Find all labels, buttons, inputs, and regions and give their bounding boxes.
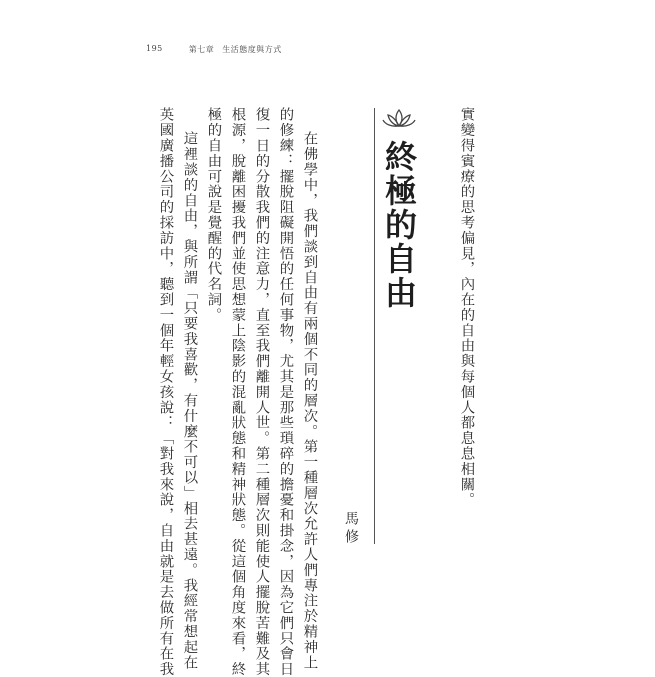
lotus-icon <box>381 106 417 132</box>
author-name: 馬修 <box>343 511 359 547</box>
body-line: 極的自由可說是覺醒的代名詞。 <box>205 107 222 323</box>
running-header <box>146 44 282 55</box>
body-line: 這裡談的自由，與所謂「只要我喜歡，有什麼不可以」相去甚遠。我經常想起在 <box>181 131 198 670</box>
divider-line <box>374 108 375 544</box>
body-line: 的修練：擺脫阻礙開悟的任何事物，尤其是那些瑣碎的擔憂和掛念，因為它們只會日 <box>277 107 294 677</box>
chapter-label: 第七章 <box>188 45 215 54</box>
body-line: 根源，脫離困擾我們並使思想蒙上陰影的混亂狀態和精神狀態。從這個角度來看，終 <box>229 107 246 677</box>
page-number: 195 <box>146 44 163 53</box>
body-line: 在佛學中，我們談到自由有兩個不同的層次。第一種層次允許人們專注於精神上 <box>301 131 318 670</box>
body-line: 英國廣播公司的採訪中，聽到一個年輕女孩說：「對我來說，自由就是去做所有在我 <box>157 107 174 677</box>
chapter-title: 生活態度與方式 <box>222 45 282 54</box>
article-title: 終極的自由 <box>380 140 418 310</box>
body-line: 復一日的分散我們的注意力，直至我們離開人世。第二種層次則能使人擺脫苦難及其 <box>253 107 270 677</box>
epigraph-text: 實變得賓療的思考偏見，內在的自由與每個人都息息相關。 <box>458 107 475 508</box>
